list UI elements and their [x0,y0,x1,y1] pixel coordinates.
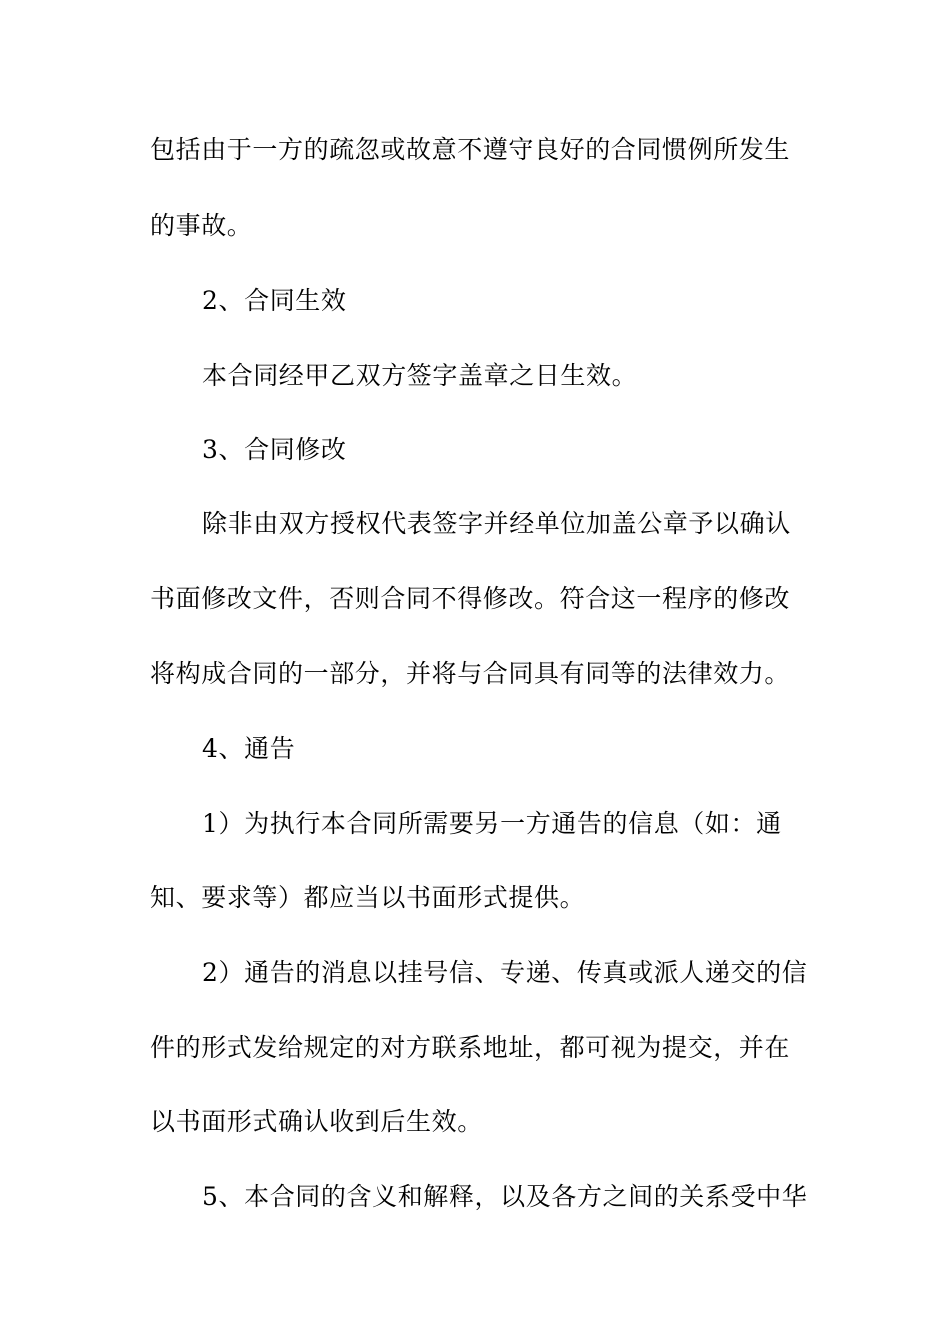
body-text-line: 1）为执行本合同所需要另一方通告的信息（如：通 [202,809,782,838]
section-heading: 2、合同生效 [202,286,347,315]
body-text-line: 书面修改文件，否则合同不得修改。符合这一程序的修改 [150,584,791,613]
body-text-line: 以书面形式确认收到后生效。 [150,1107,483,1136]
body-text-line: 的事故。 [150,211,253,240]
section-heading: 3、合同修改 [202,435,347,464]
body-text-line: 5、本合同的含义和解释，以及各方之间的关系受中华 [202,1182,808,1211]
body-text-line: 除非由双方授权代表签字并经单位加盖公章予以确认 [202,509,791,538]
body-text-line: 本合同经甲乙双方签字盖章之日生效。 [202,361,638,390]
body-text-line: 包括由于一方的疏忽或故意不遵守良好的合同惯例所发生 [150,135,791,164]
body-text-line: 将构成合同的一部分，并将与合同具有同等的法律效力。 [150,659,791,688]
section-heading: 4、通告 [202,734,296,763]
body-text-line: 知、要求等）都应当以书面形式提供。 [150,883,586,912]
body-text-line: 2）通告的消息以挂号信、专递、传真或派人递交的信 [202,958,808,987]
body-text-line: 件的形式发给规定的对方联系地址，都可视为提交，并在 [150,1033,791,1062]
